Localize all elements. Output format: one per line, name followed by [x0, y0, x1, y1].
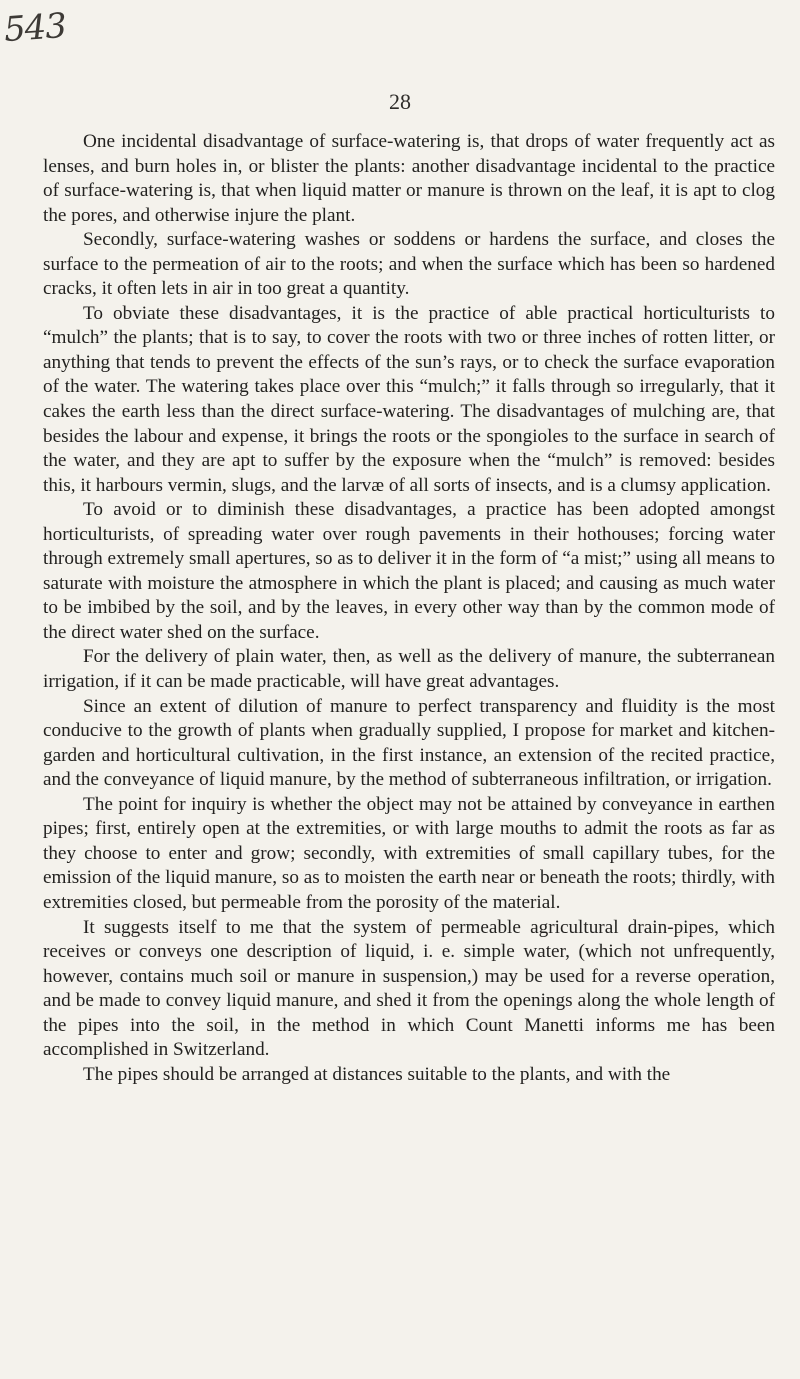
paragraph: To avoid or to diminish these disadvantages, a practice has been adopted amongst horticulturists, of spreading water over rough pavements in their hothouses; forcing water through extremely small apertures, so as to deliver it in the form of “a mist;” using all means to saturate with moisture the atmosphere in which the plant is placed; and causing as much water to be imbibed by the soil, and by the leaves, in every other way than by the common mode of the direct water shed on the surface. — [43, 499, 775, 643]
paragraph: For the delivery of plain water, then, as well as the delivery of manure, the subterranean irrigation, if it can be made practicable, will have great advantages. — [43, 646, 775, 693]
paragraph: The pipes should be arranged at distances suitable to the plants, and with the — [83, 1063, 671, 1085]
paragraph: It suggests itself to me that the system of permeable agricultural drain-pipes, which receives or conveys one description of liquid, i. e. simple water, (which not unfrequently, however, contains much soil or manure in suspension,) may be used for a reverse operation, and be made to convey liquid manure, and shed it from the openings along the whole length of the pipes into the soil, in the method in which Count Manetti informs me has been accomplished in Switzerland. — [43, 916, 775, 1061]
paragraph: Since an extent of dilution of manure to perfect transparency and fluidity is the most conducive to the growth of plants when gradually supplied, I propose for market and kitchen-garden and horticultural cultivation, in the first instance, an extension of the recited practice, and the conveyance of liquid manure, by the method of subterraneous infiltration, or irrigation. — [43, 695, 775, 791]
paragraph: Secondly, surface-watering washes or soddens or hardens the surface, and closes the surface to the permeation of air to the roots; and when the surface which has been so hardened cracks, it often lets in air in too great a quantity. — [43, 229, 775, 300]
handwritten-page-mark: 543 — [2, 5, 68, 51]
body-text — [43, 130, 775, 1087]
paragraph: One incidental disadvantage of surface-watering is, that drops of water frequently act as lenses, and burn holes in, or blister the plants: another disadvantage incidental to the practice of surface-watering is, that when liquid matter or manure is thrown on the leaf, it is apt to clog the pores, and otherwise injure the plant. — [43, 131, 775, 226]
page-number: 28 — [389, 89, 411, 114]
paragraph: The point for inquiry is whether the object may not be attained by conveyance in earthen pipes; first, entirely open at the extremities, or with large mouths to admit the roots as far as they choose to enter and grow; secondly, with extremities of small capillary tubes, for the emission of the liquid manure, so as to moisten the earth near or beneath the roots; thirdly, with extremities closed, but permeable from the porosity of the material. — [43, 793, 775, 913]
paragraph: To obviate these disadvantages, it is the practice of able practical horticulturists to “mulch” the plants; that is to say, to cover the roots with two or three inches of rotten litter, or anything that tends to prevent the effects of the sun’s rays, or to check the surface evaporation of the water. The watering takes place over this “mulch;” it falls through so irregularly, that it cakes the earth less than the direct surface-watering. The disadvantages of mulching are, that besides the labour and expense, it brings the roots or the spongioles to the surface in search of the water, and they are apt to suffer by the exposure when the “mulch” is removed: besides this, it harbours vermin, slugs, and the larvæ of all sorts of insects, and is a clumsy application. — [43, 302, 775, 496]
